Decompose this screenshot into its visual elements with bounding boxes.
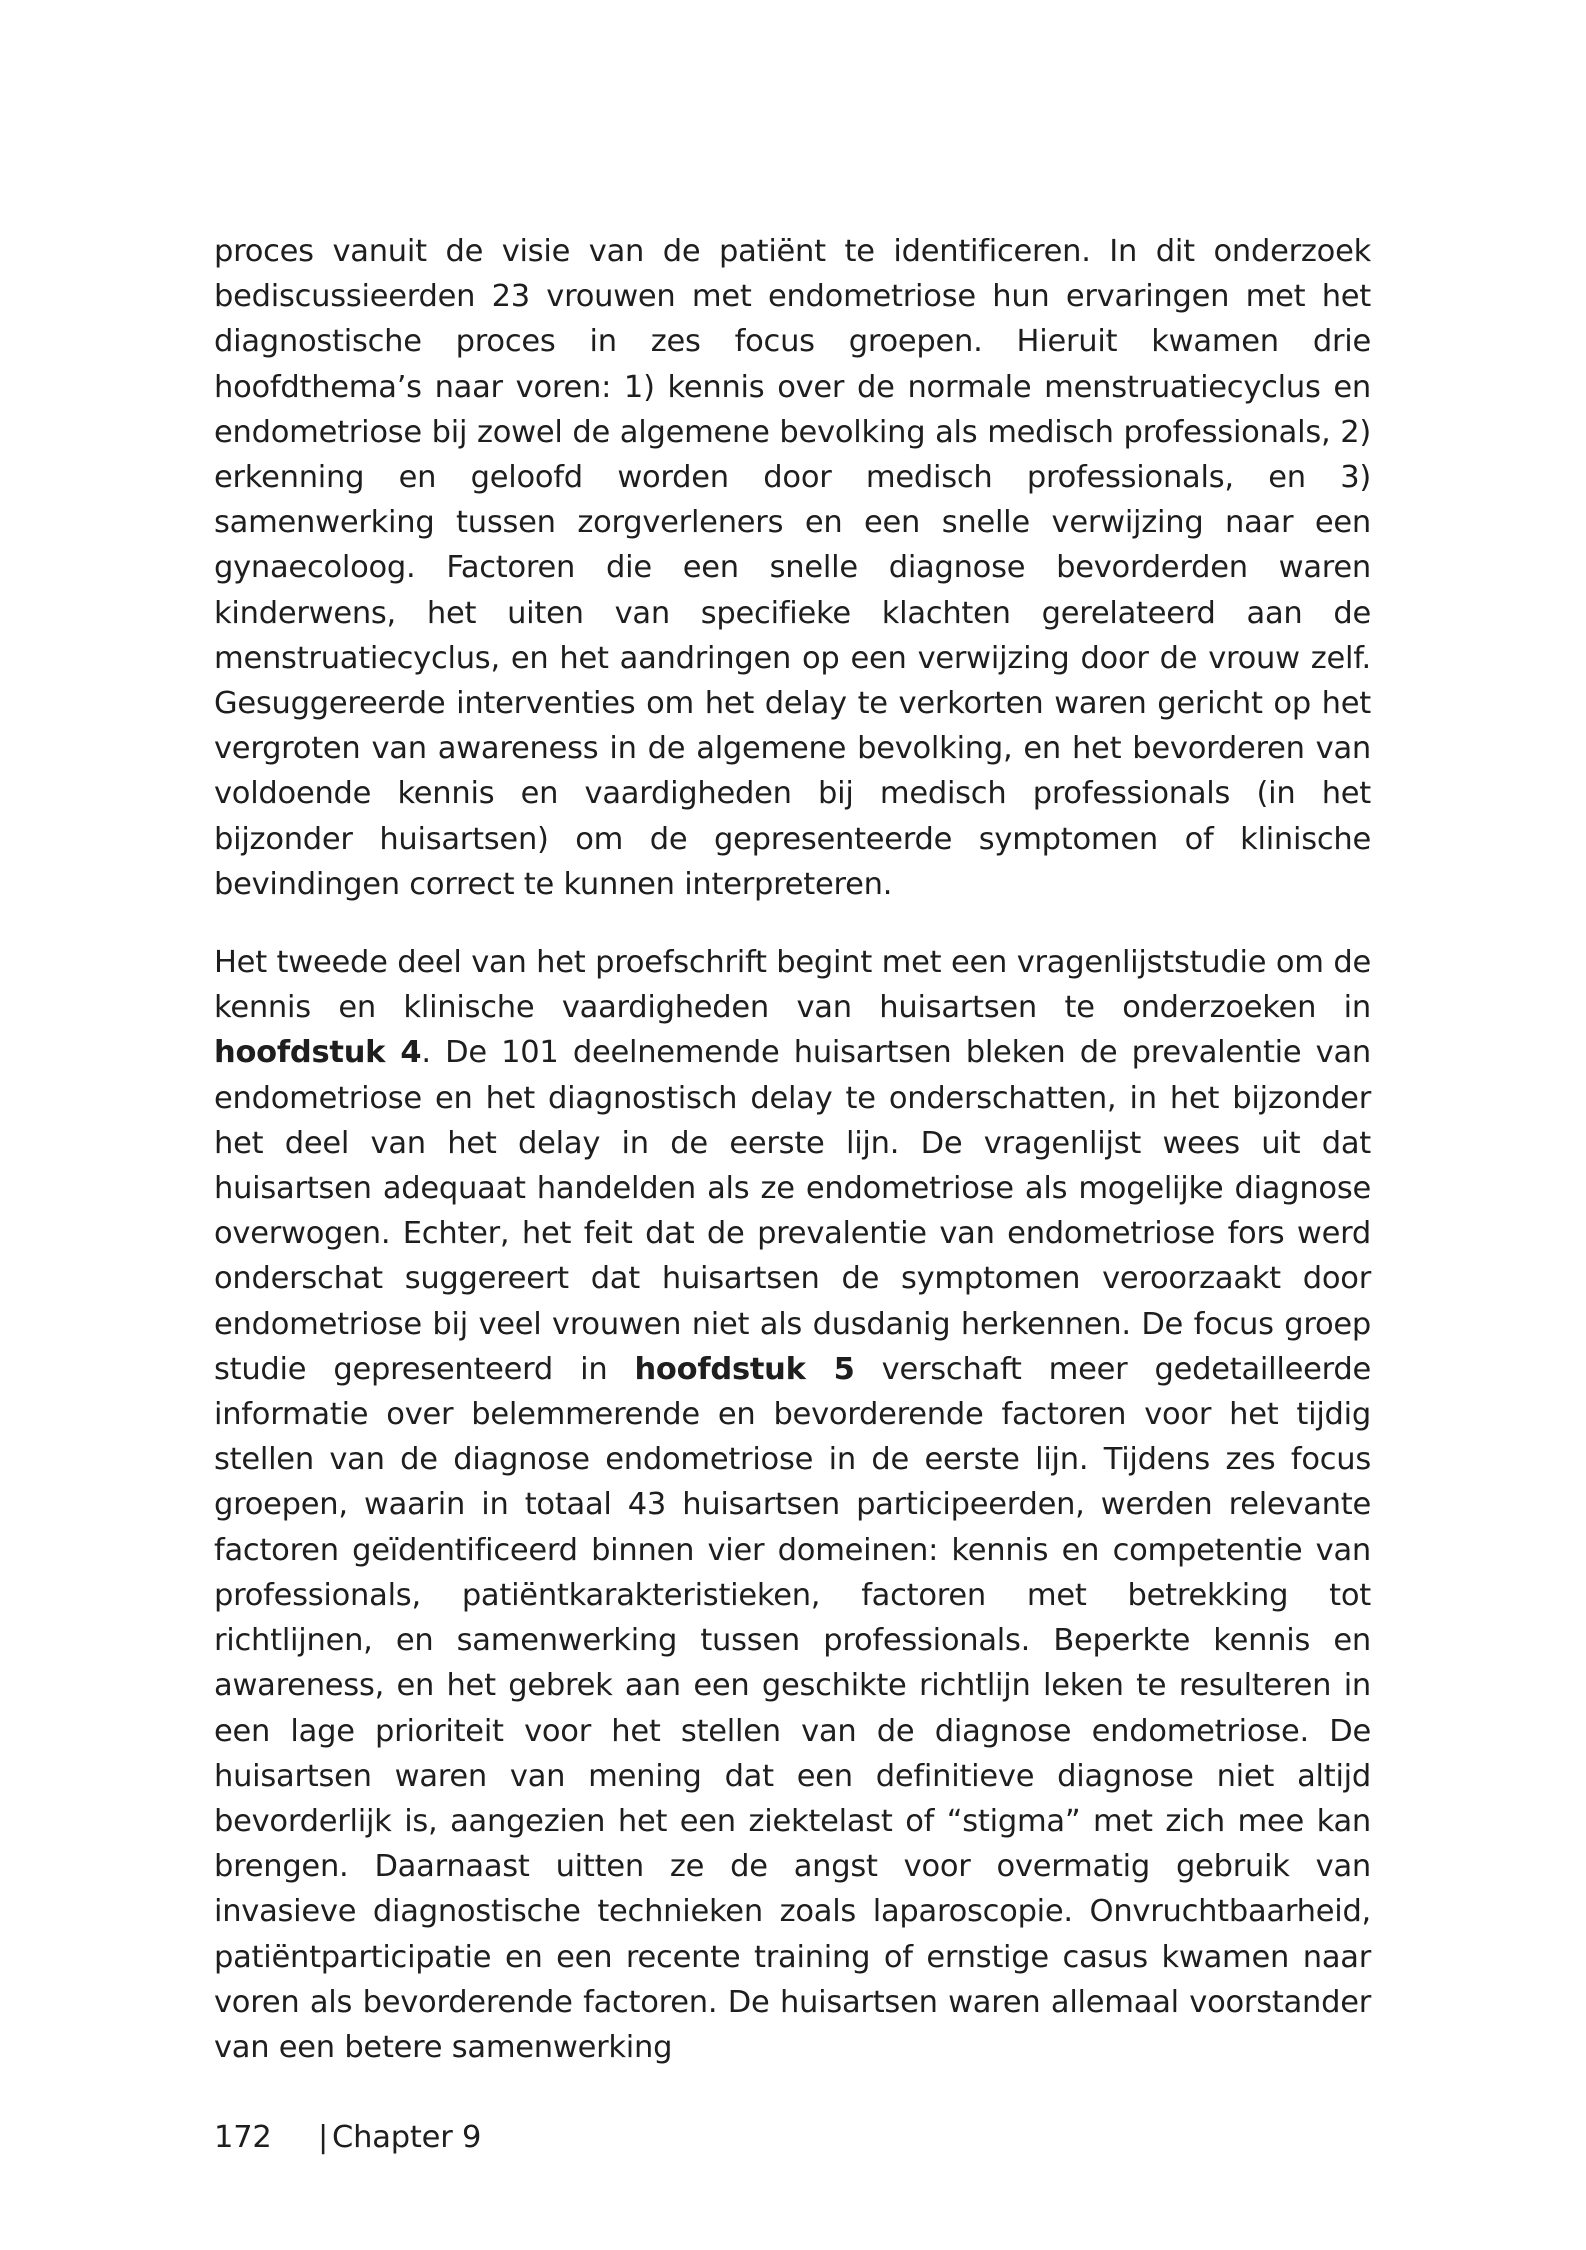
paragraph-1 (214, 229, 1371, 907)
body-text (214, 229, 1371, 2070)
paragraph-1-text: proces vanuit de visie van de patiënt te identificeren. In dit onderzoek bediscussieerden 23 vrouwen met endometriose hun ervaringen met het diagnostische proces in zes focus groepen. Hieruit kwamen drie hoofdthema’s naar voren: 1) kennis over de normale menstruatiecyclus en endometriose bij zowel de algemene bevolking als medisch professionals, 2) erkenning en geloofd worden door medisch professionals, en 3) samenwerking tussen zorgverleners en een snelle verwijzing naar een gynaecoloog. Factoren die een snelle diagnose bevorderden waren kinderwens, het uiten van specifieke klachten gerelateerd aan de menstruatiecyclus, en het aandringen op een verwijzing door de vrouw zelf. Gesuggereerde interventies om het delay te verkorten waren gericht op het vergroten van awareness in de algemene bevolking, en het bevorderen van voldoende kennis en vaardigheden bij medisch professionals (in het bijzonder huisartsen) om de gepresenteerde symptomen of klinische bevindingen correct te kunnen interpreteren. (214, 234, 1371, 902)
page-number: 172 (214, 2120, 272, 2155)
paragraph-2-text-c: verschaft meer gedetailleerde informatie over belemmerende en bevorderende factoren voor het tijdig stellen van de diagnose endometriose in de eerste lijn. Tijdens zes focus groepen, waarin in totaal 43 huisartsen participeerden, werden relevante factoren geïdentificeerd binnen vier domeinen: kennis en competentie van professionals, patiëntkarakteristieken, factoren met betrekking tot richtlijnen, en samenwerking tussen professionals. Beperkte kennis en awareness, en het gebrek aan een geschikte richtlijn leken te resulteren in een lage prioriteit voor het stellen van de diagnose endometriose. De huisartsen waren van mening dat een definitieve diagnose niet altijd bevorderlijk is, aangezien het een ziektelast of “stigma” met zich mee kan brengen. Daarnaast uitten ze de angst voor overmatig gebruik van invasieve diagnostische technieken zoals laparoscopie. Onvruchtbaarheid, patiëntparticipatie en een recente training of ernstige casus kwamen naar voren als bevorderende factoren. De huisartsen waren allemaal voorstander van een betere samenwerking (214, 1351, 1371, 2065)
paragraph-2-text-a: Het tweede deel van het proefschrift begint met een vragenlijststudie om de kennis en klinische vaardigheden van huisartsen te onderzoeken in (214, 945, 1371, 1026)
footer-separator: | (318, 2120, 329, 2155)
paragraph-2 (214, 940, 1371, 2070)
chapter-reference-4: hoofdstuk 4 (214, 1035, 422, 1071)
page-footer (214, 2118, 481, 2158)
chapter-reference-5: hoofdstuk 5 (634, 1351, 855, 1387)
paragraph-2-text-b: . De 101 deelnemende huisartsen bleken de prevalentie van endometriose en het diagnostisch delay te onderschatten, in het bijzonder het deel van het delay in de eerste lijn. De vragenlijst wees uit dat huisartsen adequaat handelden als ze endometriose als mogelijke diagnose overwogen. Echter, het feit dat de prevalentie van endometriose fors werd onderschat suggereert dat huisartsen de symptomen veroorzaakt door endometriose bij veel vrouwen niet als dusdanig herkennen. De focus groep studie gepresenteerd in (214, 1035, 1371, 1387)
chapter-label: Chapter 9 (332, 2120, 482, 2155)
